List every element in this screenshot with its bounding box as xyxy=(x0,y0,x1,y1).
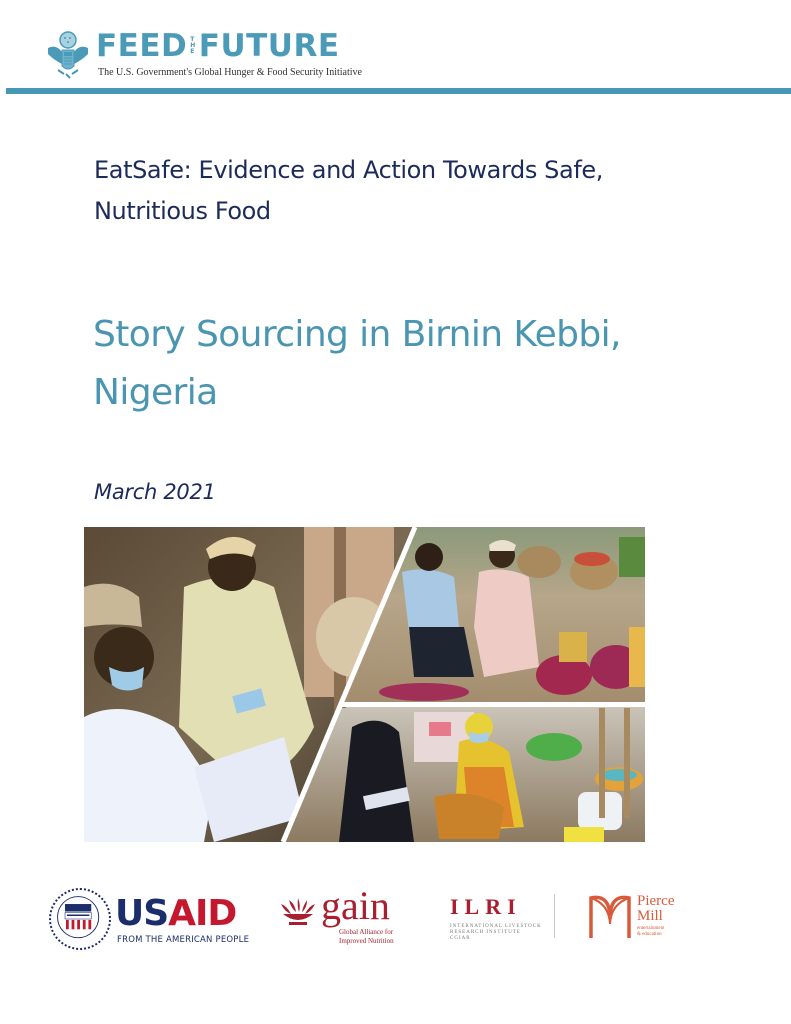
report-title: Story Sourcing in Birnin Kebbi, Nigeria xyxy=(93,314,621,413)
photo-panel-bottom-right xyxy=(284,708,645,842)
gain-wordmark: gain xyxy=(321,883,390,928)
great-seal-eagle-icon xyxy=(44,30,92,80)
ilri-logo xyxy=(450,892,558,946)
usaid-wordmark: USAID xyxy=(115,893,237,934)
gain-wheat-bowl-icon xyxy=(277,898,319,928)
publication-date: March 2021 xyxy=(94,480,216,504)
ilri-tagline: INTERNATIONAL LIVESTOCK RESEARCH INSTITUTE CGIAR xyxy=(450,924,542,941)
partner-logos xyxy=(45,880,705,960)
photo-collage xyxy=(84,527,645,842)
header-divider xyxy=(6,88,791,94)
feed-the-future-logo xyxy=(44,28,362,82)
wordmark-the: T H E xyxy=(190,36,196,55)
gain-logo xyxy=(277,883,427,950)
pierce-mill-tagline: entertainment & education xyxy=(637,926,665,937)
ilri-wordmark: ILRI xyxy=(450,894,522,919)
usaid-seal-icon xyxy=(49,888,111,950)
pierce-mill-logo xyxy=(587,890,707,950)
collage-image xyxy=(84,527,645,842)
usaid-logo xyxy=(49,888,259,952)
wordmark-future: FUTURE xyxy=(198,28,340,64)
feed-the-future-tagline: The U.S. Government's Global Hunger & Food Security Initiative xyxy=(98,67,362,78)
series-title: EatSafe: Evidence and Action Towards Safe, Nutritious Food xyxy=(94,156,603,225)
ilri-divider xyxy=(554,894,555,938)
wordmark-feed: FEED xyxy=(96,28,188,64)
feed-the-future-wordmark xyxy=(96,28,340,64)
gain-tagline: Global Alliance for Improved Nutrition xyxy=(339,928,394,945)
pierce-mill-m-icon xyxy=(587,894,633,940)
pierce-mill-wordmark: Pierce Mill xyxy=(637,893,675,924)
usaid-tagline: FROM THE AMERICAN PEOPLE xyxy=(117,935,250,945)
